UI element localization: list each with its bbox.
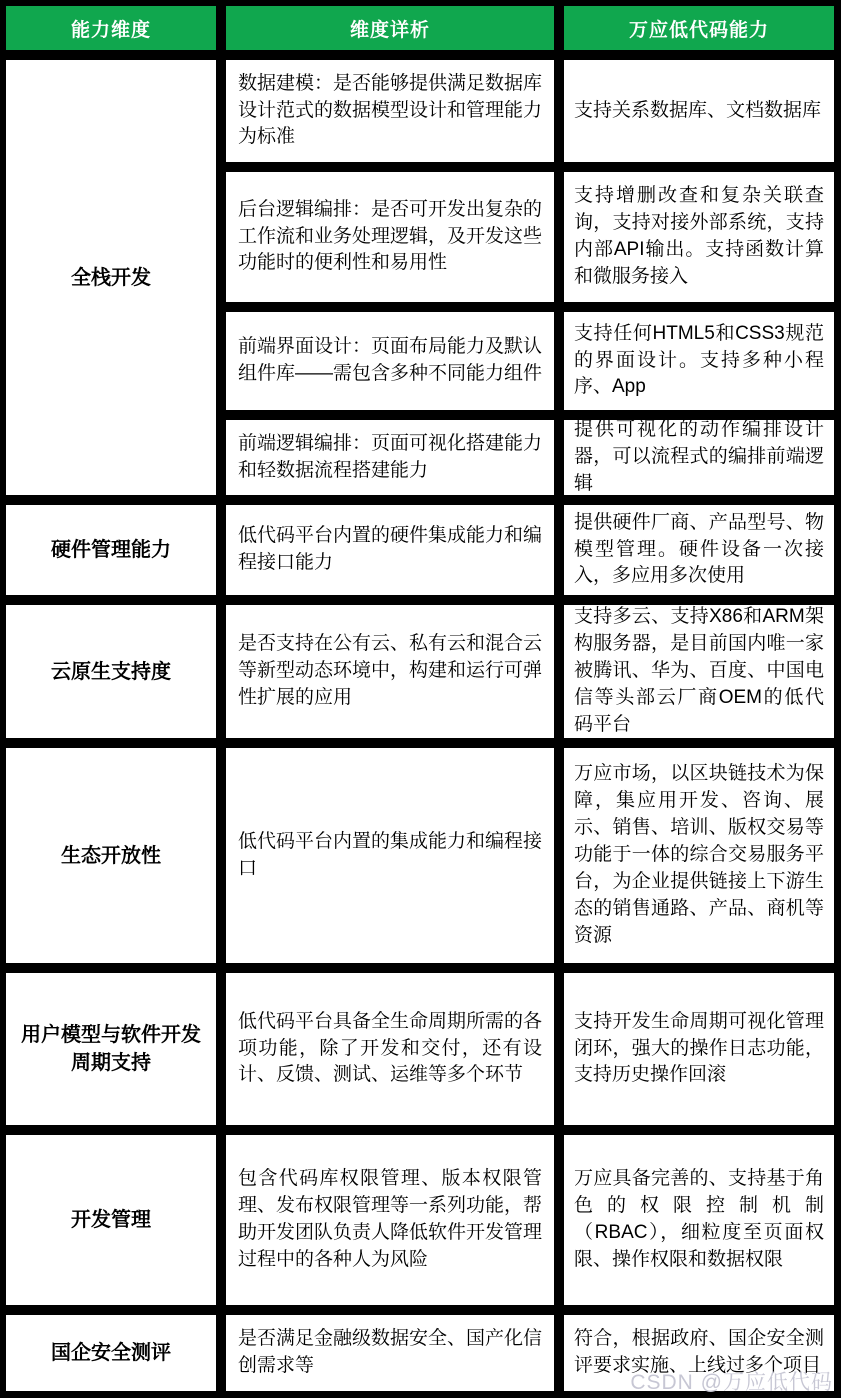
dimension-cell-lifecycle: 用户模型与软件开发周期支持	[6, 973, 216, 1125]
dimension-cell-cloud-native: 云原生支持度	[6, 605, 216, 738]
capability-cell-dev-management: 万应具备完善的、支持基于角色的权限控制机制（RBAC），细粒度至页面权限、操作权限和数据权限	[564, 1135, 834, 1305]
detail-cell-data-modeling: 数据建模：是否能够提供满足数据库设计范式的数据模型设计和管理能力为标准	[226, 60, 554, 162]
capability-cell-ecosystem: 万应市场，以区块链技术为保障，集应用开发、咨询、展示、销售、培训、版权交易等功能于一体的综合交易服务平台，为企业提供链接上下游生态的销售通路、产品、商机等资源	[564, 748, 834, 963]
dimension-cell-dev-management: 开发管理	[6, 1135, 216, 1305]
dimension-cell-soe-security: 国企安全测评	[6, 1315, 216, 1391]
capability-cell-backend-logic: 支持增删改查和复杂关联查询，支持对接外部系统，支持内部API输出。支持函数计算和微服务接入	[564, 172, 834, 302]
column-header-dimension: 能力维度	[6, 6, 216, 50]
detail-cell-soe-security: 是否满足金融级数据安全、国产化信创需求等	[226, 1315, 554, 1391]
dimension-cell-hardware: 硬件管理能力	[6, 505, 216, 595]
capability-cell-data-modeling: 支持关系数据库、文档数据库	[564, 60, 834, 162]
capability-cell-hardware: 提供硬件厂商、产品型号、物模型管理。硬件设备一次接入，多应用多次使用	[564, 505, 834, 595]
dimension-cell-fullstack: 全栈开发	[6, 60, 216, 495]
detail-cell-hardware: 低代码平台内置的硬件集成能力和编程接口能力	[226, 505, 554, 595]
detail-cell-dev-management: 包含代码库权限管理、版本权限管理、发布权限管理等一系列功能，帮助开发团队负责人降低软件开发管理过程中的各种人为风险	[226, 1135, 554, 1305]
csdn-watermark: CSDN @万应低代码	[630, 1371, 833, 1394]
column-header-capability: 万应低代码能力	[564, 6, 834, 50]
detail-cell-cloud-native: 是否支持在公有云、私有云和混合云等新型动态环境中，构建和运行可弹性扩展的应用	[226, 605, 554, 738]
capability-cell-lifecycle: 支持开发生命周期可视化管理闭环，强大的操作日志功能，支持历史操作回滚	[564, 973, 834, 1125]
detail-cell-frontend-logic: 前端逻辑编排：页面可视化搭建能力和轻数据流程搭建能力	[226, 420, 554, 495]
capability-cell-frontend-ui: 支持任何HTML5和CSS3规范的界面设计。支持多种小程序、App	[564, 312, 834, 410]
detail-cell-frontend-ui: 前端界面设计：页面布局能力及默认组件库——需包含多种不同能力组件	[226, 312, 554, 410]
capability-cell-frontend-logic: 提供可视化的动作编排设计器，可以流程式的编排前端逻辑	[564, 420, 834, 495]
capability-cell-cloud-native: 支持多云、支持X86和ARM架构服务器，是目前国内唯一家被腾讯、华为、百度、中国电信等头部云厂商OEM的低代码平台	[564, 605, 834, 738]
column-header-detail: 维度详析	[226, 6, 554, 50]
detail-cell-ecosystem: 低代码平台内置的集成能力和编程接口	[226, 748, 554, 963]
detail-cell-lifecycle: 低代码平台具备全生命周期所需的各项功能，除了开发和交付，还有设计、反馈、测试、运维等多个环节	[226, 973, 554, 1125]
detail-cell-backend-logic: 后台逻辑编排：是否可开发出复杂的工作流和业务处理逻辑，及开发这些功能时的便利性和易用性	[226, 172, 554, 302]
dimension-cell-ecosystem: 生态开放性	[6, 748, 216, 963]
capability-cell-soe-security: 符合，根据政府、国企安全测评要求实施、上线过多个项目	[564, 1315, 834, 1391]
